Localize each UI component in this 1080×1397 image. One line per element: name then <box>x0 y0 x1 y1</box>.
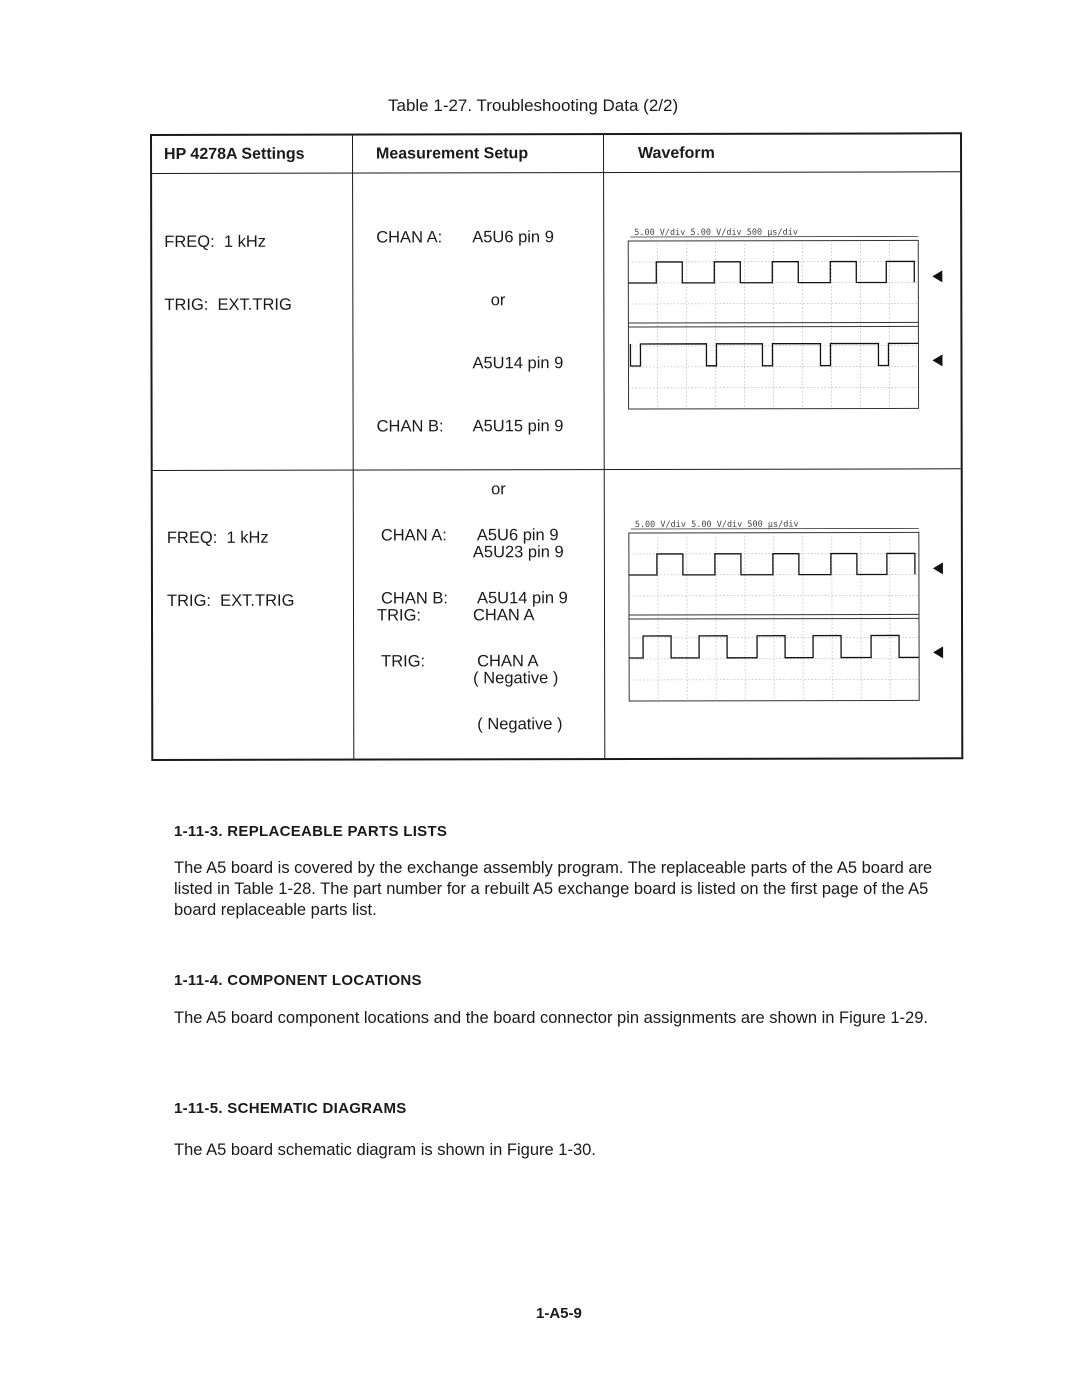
scope-readout: 5.00 V/div 5.00 V/div 500 µs/div <box>634 227 798 238</box>
setup-key: TRIG: <box>376 606 422 625</box>
section-body-schematic-diagrams: The A5 board schematic diagram is shown in Figure 1-30. <box>174 1141 596 1159</box>
row1-freq: FREQ: 1 kHz <box>164 232 267 251</box>
chan-b-trace <box>630 343 918 366</box>
header-waveform: Waveform <box>638 144 715 162</box>
column-divider <box>352 136 354 759</box>
setup-value: or <box>472 480 506 499</box>
section-body-parts-lists: The A5 board is covered by the exchange assembly program. The replaceable parts of the A5 board are listed in Table 1-28. The part number for a rebuilt A5 exchange board is listed on the first page of the A5 board replaceable parts list. <box>174 859 933 919</box>
row2-waveform-scope <box>623 514 953 705</box>
table-caption: Table 1-27. Troubleshooting Data (2/2) <box>388 96 679 115</box>
row2-trig: TRIG: EXT.TRIG <box>166 591 295 610</box>
scope-divider <box>628 326 918 327</box>
page-number: 1-A5-9 <box>536 1305 582 1322</box>
setup-line <box>381 525 568 546</box>
section-heading-component-locations: 1-11-4. COMPONENT LOCATIONS <box>174 972 422 989</box>
setup-line <box>376 353 563 374</box>
scope-divider <box>628 322 918 323</box>
setup-key <box>376 353 472 374</box>
section-heading-parts-lists: 1-11-3. REPLACEABLE PARTS LISTS <box>174 823 448 840</box>
chan-b-marker-icon <box>932 354 942 366</box>
setup-key: TRIG: <box>381 652 426 671</box>
scope-readout: 5.00 V/div 5.00 V/div 500 µs/div <box>634 519 799 530</box>
setup-line <box>377 416 564 437</box>
row2-settings <box>167 486 295 654</box>
setup-value: ( Negative ) <box>477 715 563 734</box>
setup-value: A5U6 pin 9 <box>476 526 559 545</box>
setup-value: ( Negative ) <box>473 669 559 688</box>
scope-grid <box>629 532 919 701</box>
setup-value: A5U23 pin 9 <box>472 543 564 562</box>
chan-a-trace <box>629 553 915 575</box>
section-heading-schematic-diagrams: 1-11-5. SCHEMATIC DIAGRAMS <box>174 1100 407 1117</box>
setup-value: A5U15 pin 9 <box>472 417 564 436</box>
scope-divider <box>629 614 919 615</box>
row2-freq: FREQ: 1 kHz <box>166 528 269 547</box>
setup-value: A5U6 pin 9 <box>472 228 554 247</box>
setup-value: A5U14 pin 9 <box>476 589 568 608</box>
chan-b-marker-icon <box>933 646 943 658</box>
setup-value: A5U14 pin 9 <box>472 354 564 373</box>
header-settings: HP 4278A Settings <box>164 145 305 163</box>
scope-divider <box>629 618 919 619</box>
row2-setup <box>381 483 568 777</box>
setup-line <box>381 588 568 609</box>
row1-waveform-scope <box>622 222 952 413</box>
chan-a-marker-icon <box>933 562 943 574</box>
setup-line <box>376 290 563 311</box>
header-divider <box>152 171 960 174</box>
setup-value: CHAN A <box>477 652 539 671</box>
troubleshooting-table <box>150 132 963 761</box>
chan-a-marker-icon <box>932 270 942 282</box>
setup-line <box>376 227 563 248</box>
column-divider <box>603 135 605 758</box>
section-body-component-locations: The A5 board component locations and the board connector pin assignments are shown in Figure 1-29. <box>174 1009 928 1027</box>
setup-value: or <box>472 291 506 310</box>
setup-key: CHAN B: <box>376 417 444 436</box>
setup-key: CHAN A: <box>376 228 443 247</box>
row1-settings <box>164 190 292 358</box>
row1-trig: TRIG: EXT.TRIG <box>164 295 292 314</box>
setup-key <box>376 290 472 311</box>
scope-grid <box>628 240 918 409</box>
setup-value: CHAN A <box>472 606 535 625</box>
setup-line <box>381 651 568 672</box>
setup-key: CHAN B: <box>380 589 448 608</box>
setup-key <box>381 714 477 735</box>
setup-line <box>381 714 568 735</box>
header-measurement-setup: Measurement Setup <box>376 145 529 163</box>
chan-a-trace <box>628 261 914 283</box>
setup-key: CHAN A: <box>380 526 447 545</box>
